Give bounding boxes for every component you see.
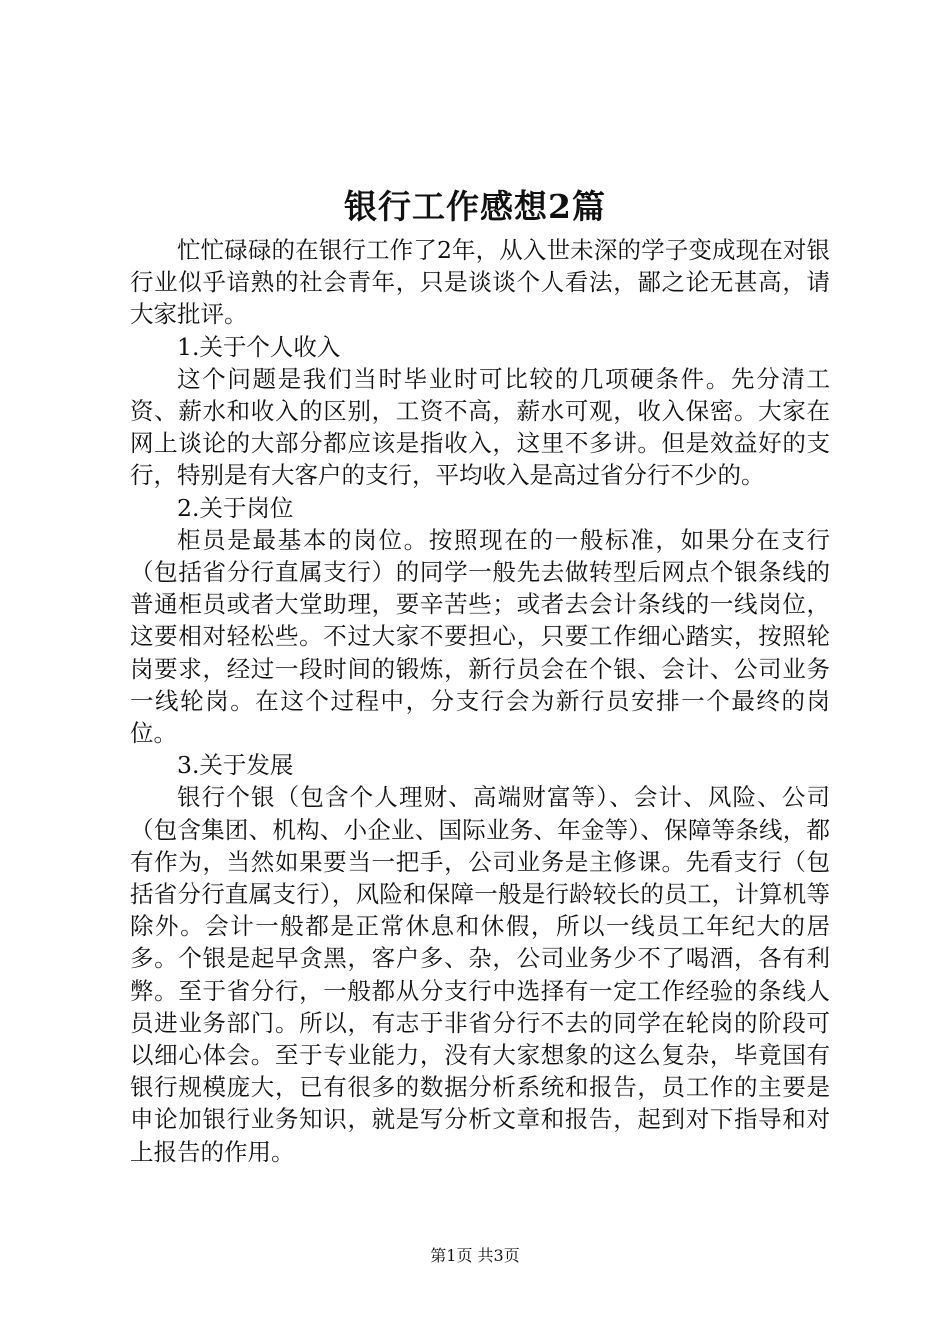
page-footer: 第1页 共3页 <box>430 1246 520 1265</box>
paragraph-position: 柜员是最基本的岗位。按照现在的一般标准，如果分在支行（包括省分行直属支行）的同学一般先去做转型后网点个银条线的普通柜员或者大堂助理，要辛苦些；或者去会计条线的一线岗位，这要相对轻松些。不过大家不要担心，只要工作细心踏实，按照轮岗要求，经过一段时间的锻炼，新行员会在个银、会计、公司业务一线轮岗。在这个过程中，分支行会为新行员安排一个最终的岗位。 <box>130 525 830 748</box>
document-body <box>130 234 830 1168</box>
section-heading-development: 3.关于发展 <box>177 751 294 780</box>
paragraph-development: 银行个银（包含个人理财、高端财富等）、会计、风险、公司（包含集团、机构、小企业、国际业务、年金等）、保障等条线，都有作为，当然如果要当一把手，公司业务是主修课。先看支行（包括省分行直属支行），风险和保障一般是行龄较长的员工，计算机等除外。会计一般都是正常休息和休假，所以一线员工年纪大的居多。个银是起早贪黑，客户多、杂，公司业务少不了喝酒，各有利弊。至于省分行，一般都从分支行中选择有一定工作经验的条线人员进业务部门。所以，有志于非省分行不去的同学在轮岗的阶段可以细心体会。至于专业能力，没有大家想象的这么复杂，毕竟国有银行规模庞大，已有很多的数据分析系统和报告，员工作的主要是申论加银行业务知识，就是写分析文章和报告，起到对下指导和对上报告的作用。 <box>130 783 830 1166</box>
section-heading-position: 2.关于岗位 <box>177 493 294 522</box>
paragraph-income: 这个问题是我们当时毕业时可比较的几项硬条件。先分清工资、薪水和收入的区别，工资不高，薪水可观，收入保密。大家在网上谈论的大部分都应该是指收入，这里不多讲。但是效益好的支行，特别是有大客户的支行，平均收入是高过省分行不少的。 <box>130 364 830 490</box>
paragraph-intro: 忙忙碌碌的在银行工作了2年，从入世未深的学子变成现在对银行业似乎谙熟的社会青年，只是谈谈个人看法，鄙之论无甚高，请大家批评。 <box>130 236 830 329</box>
section-heading-income: 1.关于个人收入 <box>177 332 341 361</box>
document-title: 银行工作感想2篇 <box>344 187 606 226</box>
